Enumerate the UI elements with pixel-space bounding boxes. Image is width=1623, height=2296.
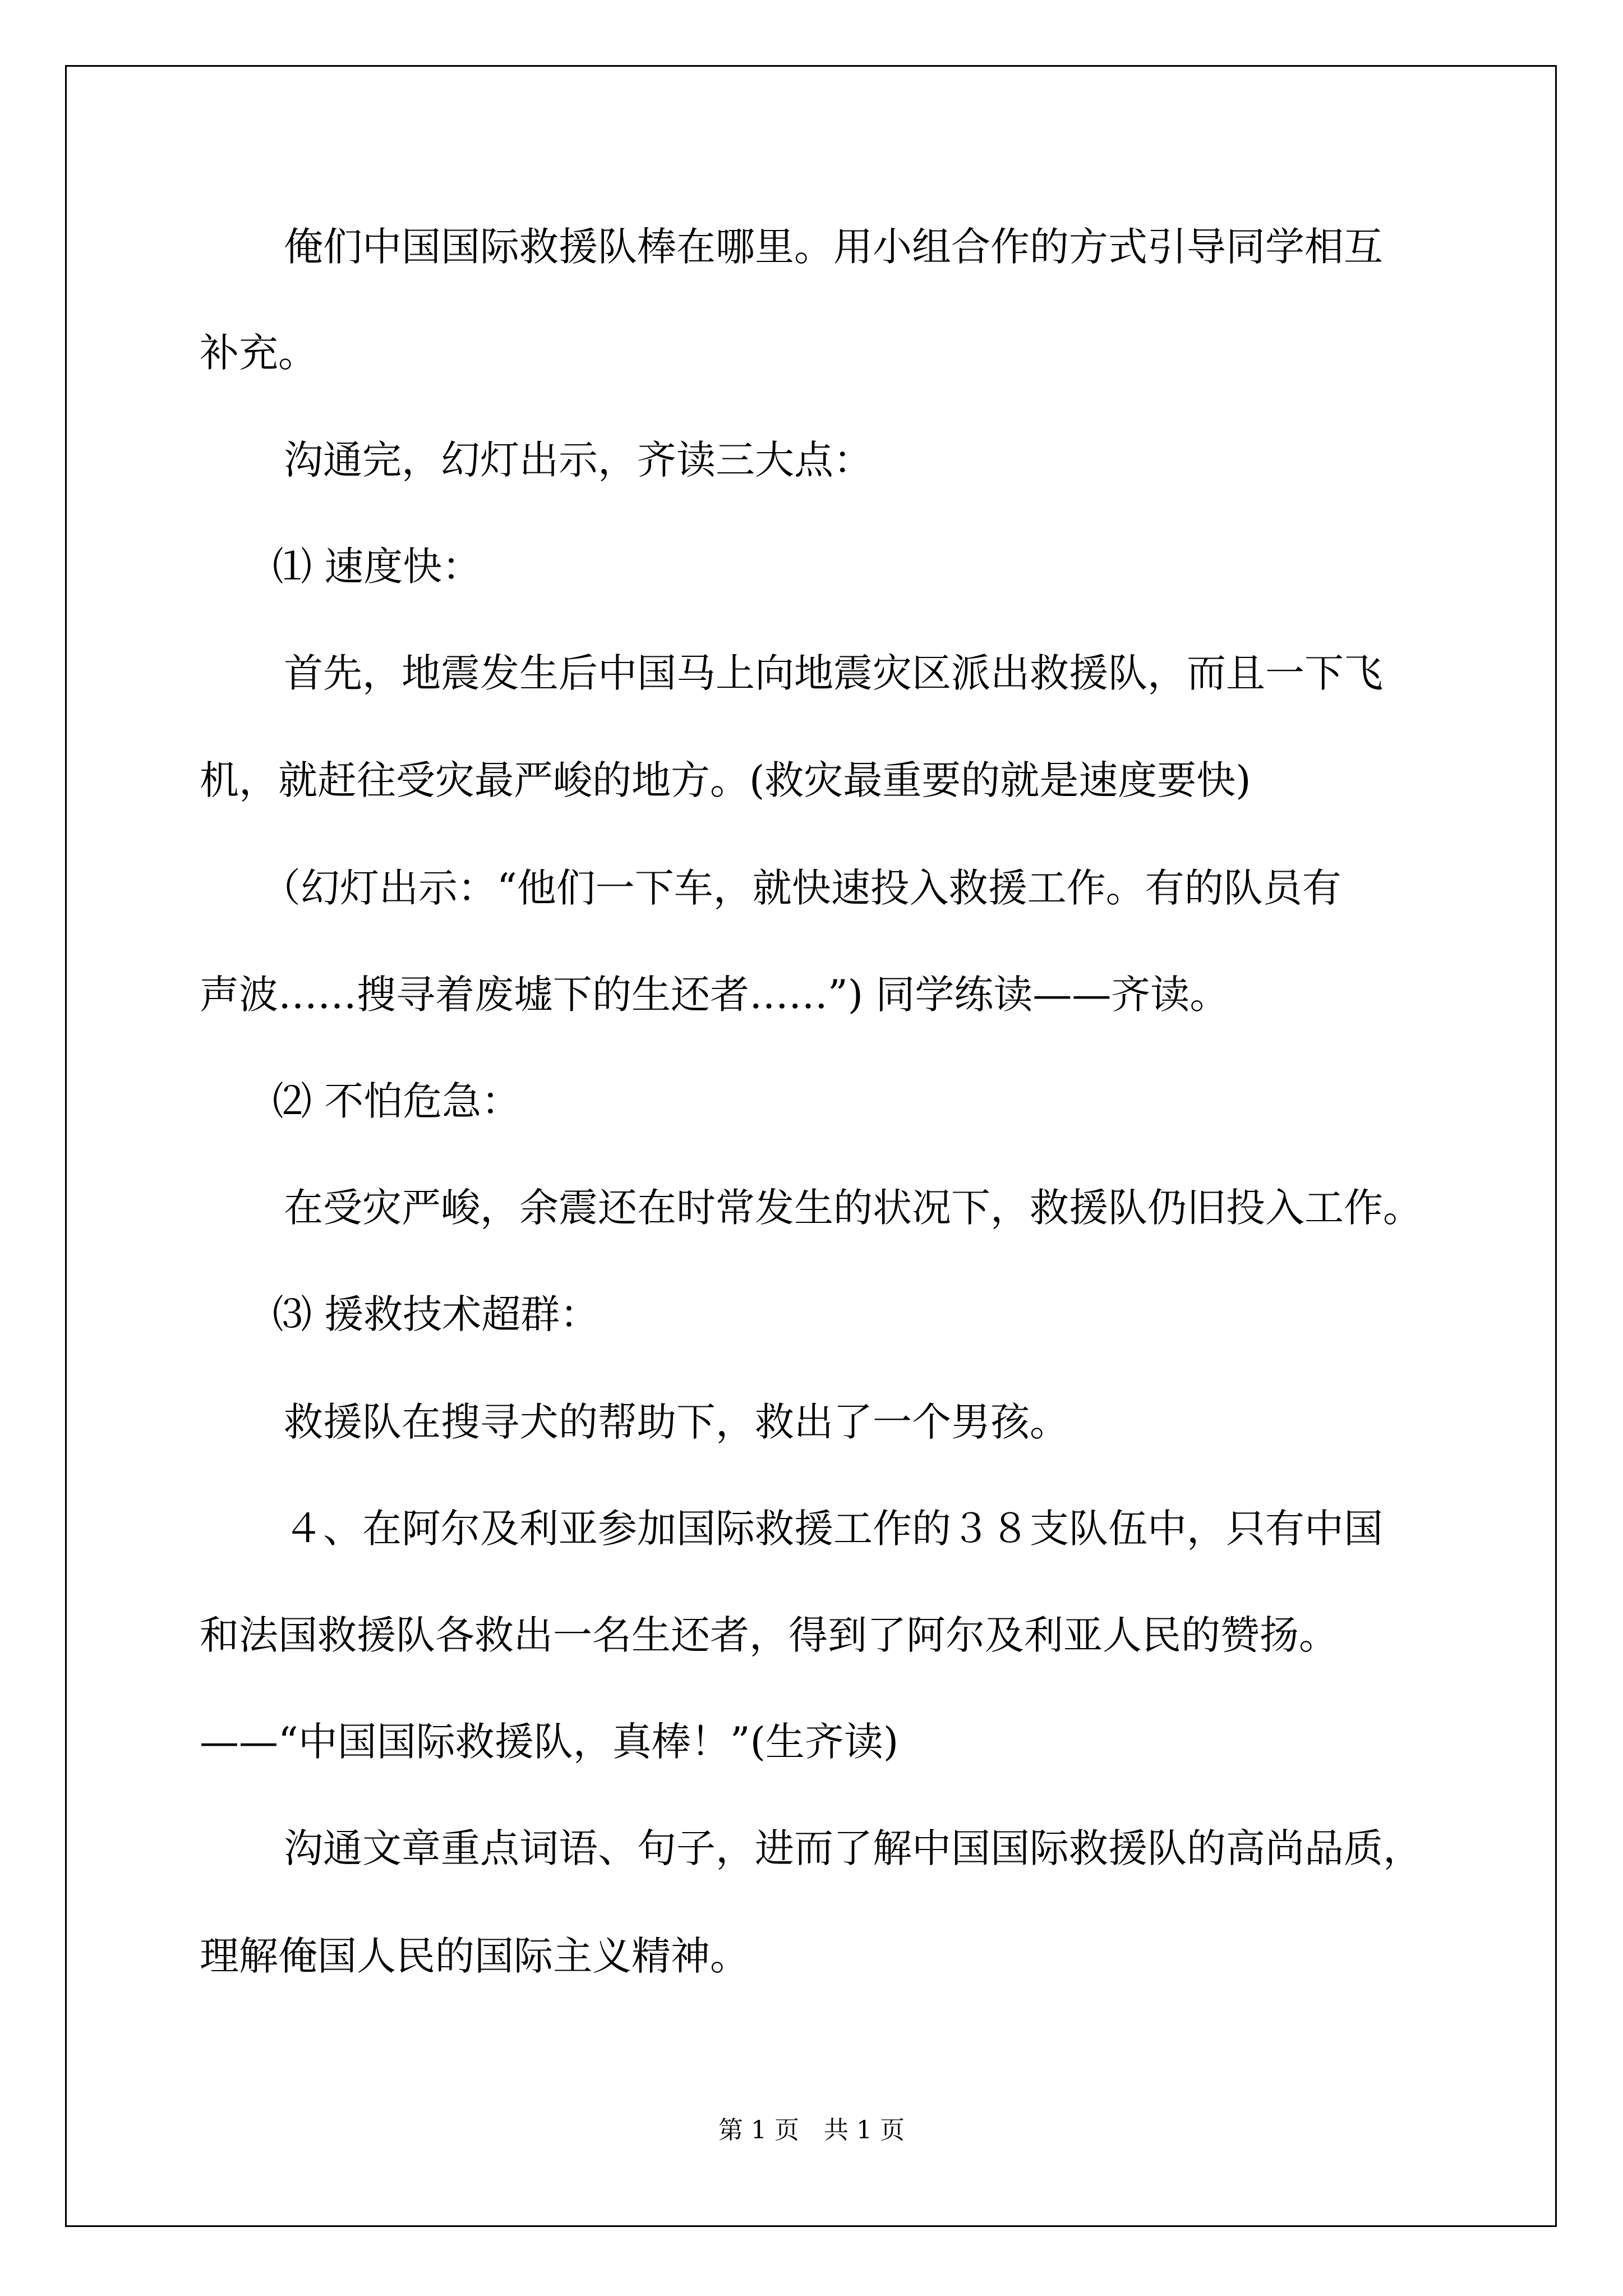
paragraph-line: 救援队在搜寻犬的帮助下，救出了一个男孩。: [284, 1399, 1069, 1445]
paragraph-line: ——“中国国际救援队，真棒！”(生齐读): [200, 1719, 899, 1765]
list-heading-speed: ⑴ 速度快：: [273, 544, 482, 590]
paragraph-line: 首先，地震发生后中国马上向地震灾区派出救援队，而且一下飞: [284, 650, 1383, 696]
paragraph-line: 和法国救援队各救出一名生还者，得到了阿尔及利亚人民的赞扬。: [200, 1612, 1338, 1658]
page-border: [65, 65, 1557, 2227]
paragraph-line: 在受灾严峻，余震还在时常发生的状况下，救援队仍旧投入工作。: [284, 1185, 1422, 1231]
page-number-footer: 第 1 页 共 1 页: [718, 2116, 905, 2145]
list-heading-skill: ⑶ 援救技术超群：: [273, 1291, 600, 1337]
paragraph-line: （幻灯出示：“他们一下车，就快速投入救援工作。有的队员有: [261, 865, 1341, 911]
paragraph-line: 沟通文章重点词语、句子，进而了解中国国际救援队的高尚品质，: [284, 1825, 1422, 1871]
paragraph-line: 声波……搜寻着废墟下的生还者……”) 同学练读——齐读。: [200, 972, 1229, 1018]
paragraph-line: 理解俺国人民的国际主义精神。: [200, 1933, 749, 1979]
paragraph-line: 沟通完，幻灯出示，齐读三大点：: [284, 437, 873, 483]
paragraph-line: 俺们中国国际救援队棒在哪里。用小组合作的方式引导同学相互: [284, 224, 1383, 270]
list-heading-danger: ⑵ 不怕危急：: [273, 1078, 521, 1124]
paragraph-line: ４、在阿尔及利亚参加国际救援工作的３８支队伍中，只有中国: [284, 1506, 1383, 1552]
paragraph-line: 补充。: [200, 330, 317, 376]
paragraph-line: 机，就赶往受灾最严峻的地方。(救灾最重要的就是速度要快): [200, 757, 1251, 803]
